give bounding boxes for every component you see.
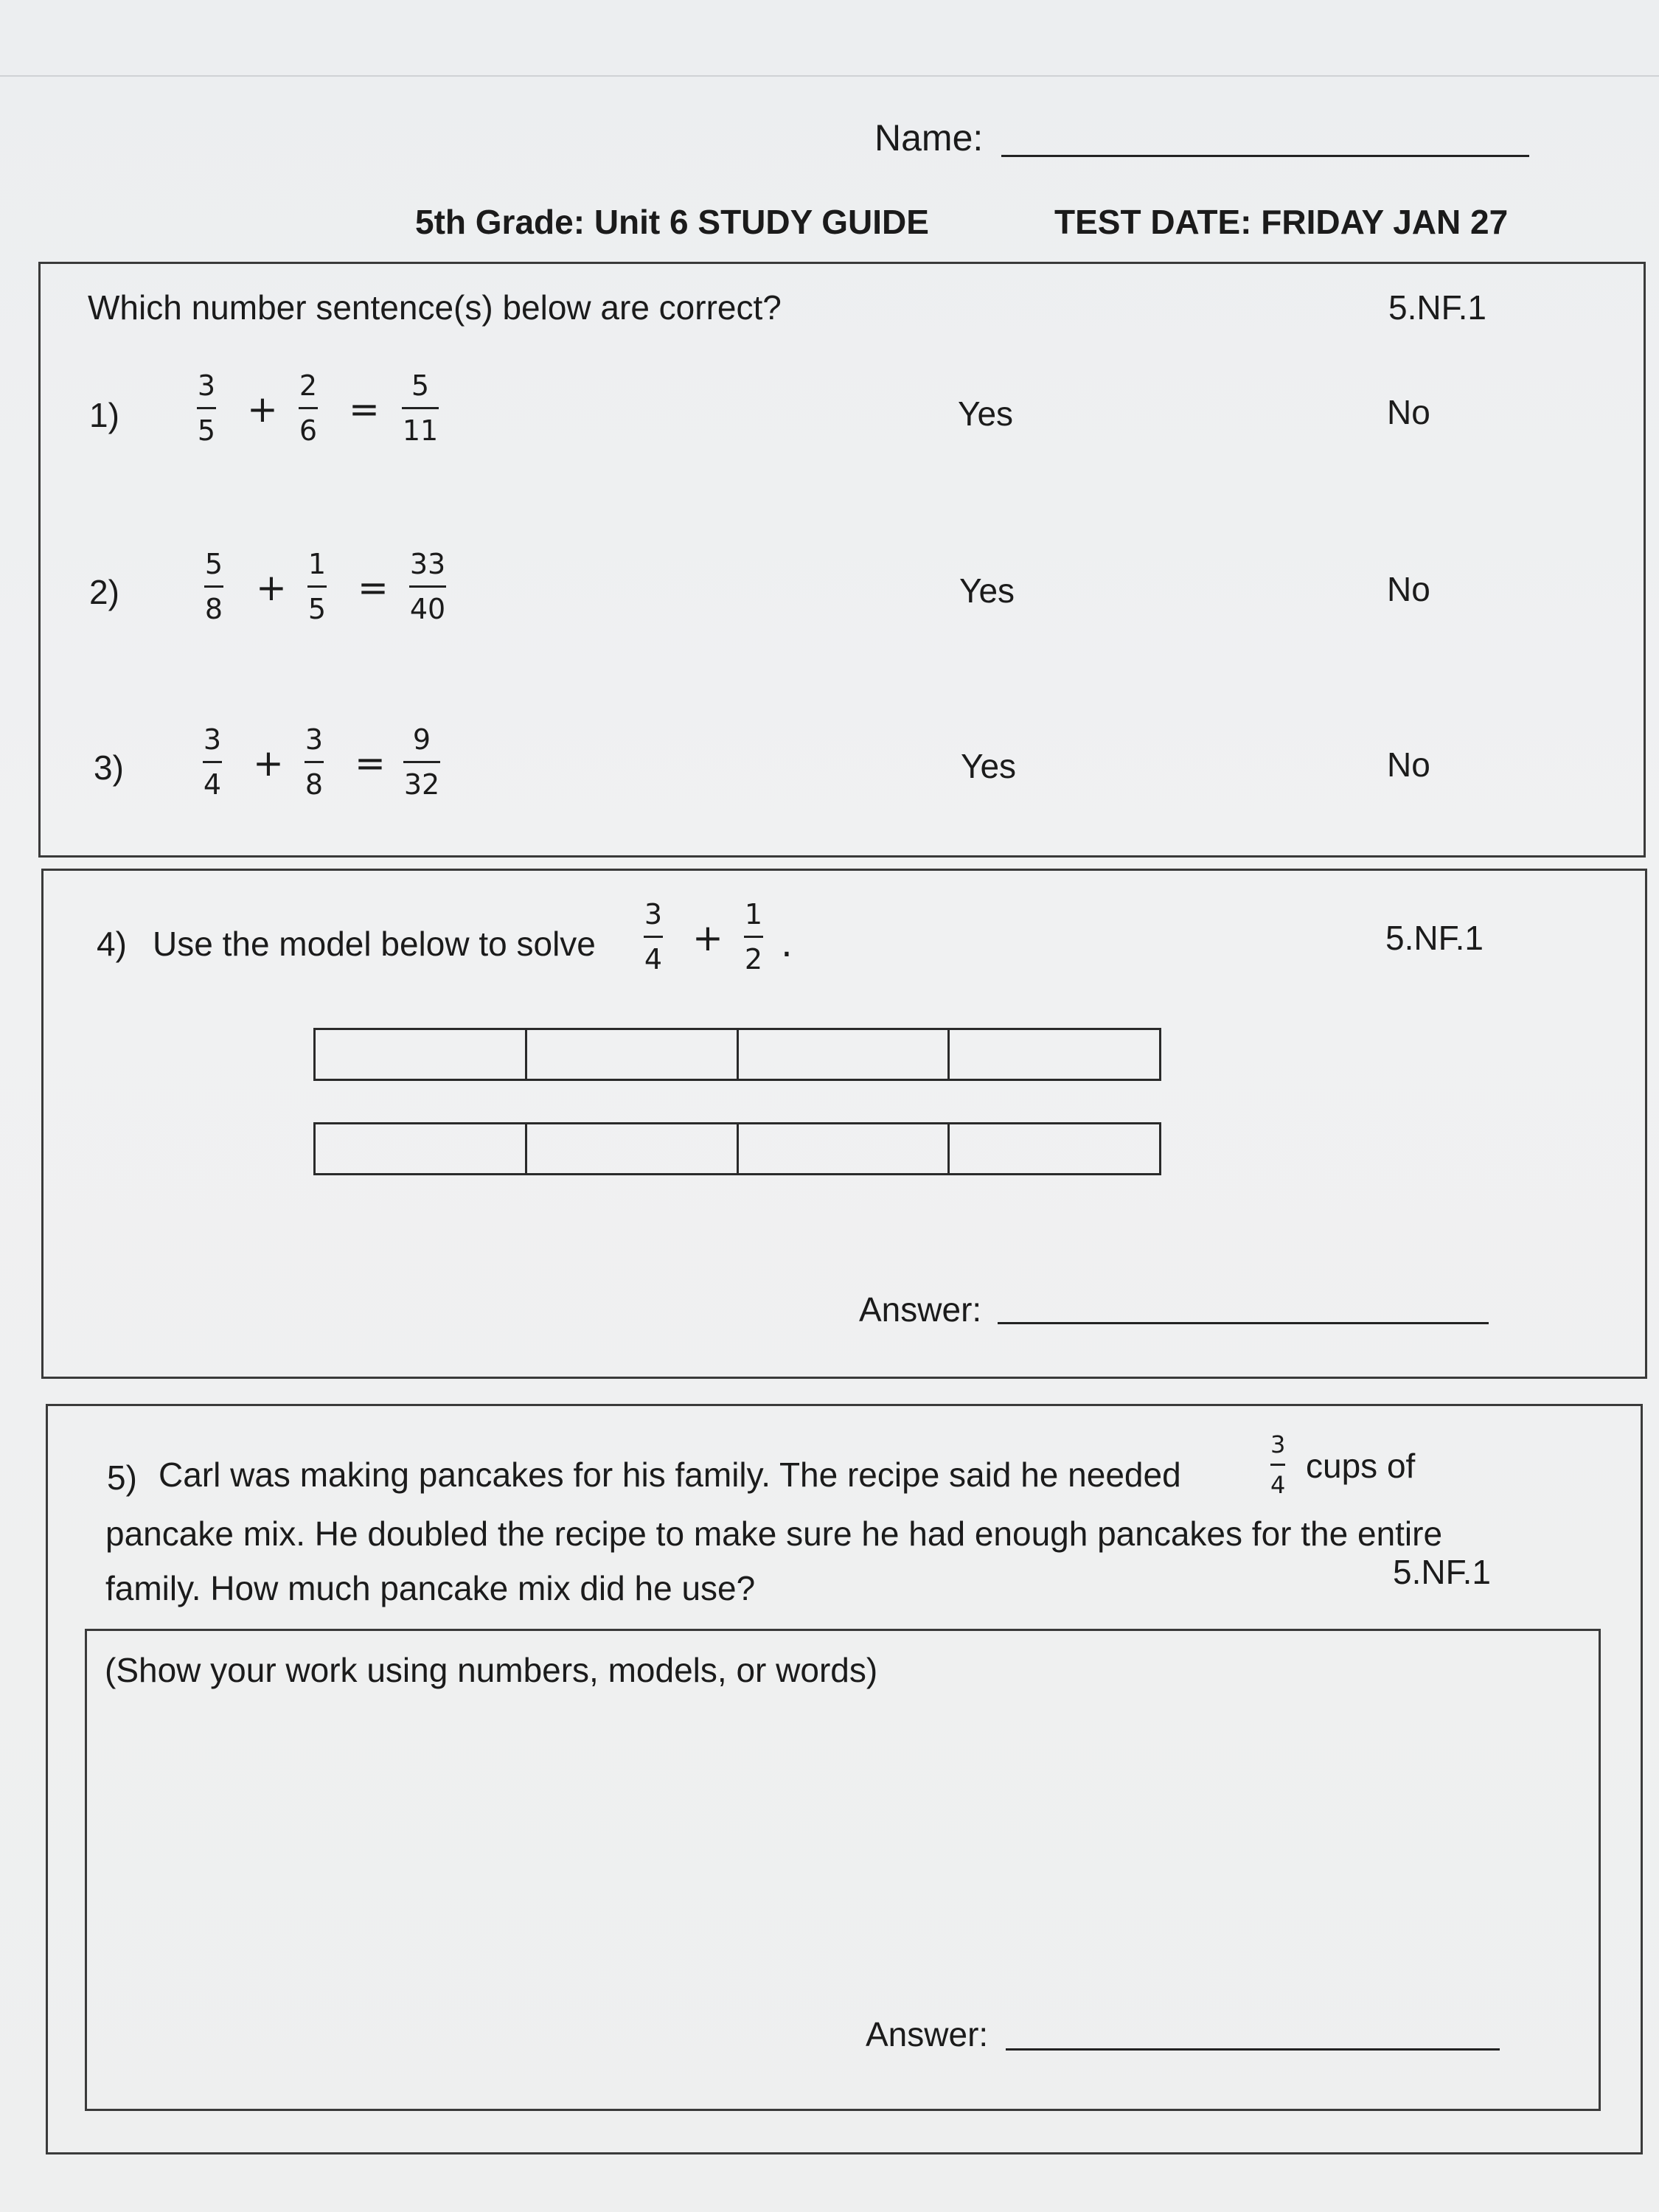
fraction-numerator: 2 bbox=[299, 369, 318, 402]
fraction-denominator: 11 bbox=[402, 414, 439, 447]
problem-4-answer-label: Answer: bbox=[859, 1290, 982, 1329]
fraction-denominator: 5 bbox=[197, 414, 216, 447]
problem-1-fraction-b bbox=[299, 369, 318, 447]
name-label: Name: bbox=[874, 117, 984, 159]
plus-sign: + bbox=[247, 388, 278, 431]
problem-5-text-line1-end: cups of bbox=[1306, 1447, 1416, 1485]
fraction-numerator: 9 bbox=[412, 723, 431, 756]
equals-sign: = bbox=[358, 566, 389, 609]
fraction-numerator: 5 bbox=[411, 369, 430, 402]
fraction-model-row-2 bbox=[313, 1122, 1161, 1175]
equals-sign: = bbox=[349, 388, 380, 431]
section1-standard: 5.NF.1 bbox=[1388, 288, 1486, 327]
plus-sign: + bbox=[253, 742, 284, 785]
model-cell[interactable] bbox=[739, 1030, 950, 1079]
problem-5-answer-line[interactable] bbox=[1006, 2048, 1500, 2051]
problem-2-no-option[interactable]: No bbox=[1387, 570, 1430, 608]
problem-3-fraction-a bbox=[203, 723, 222, 801]
test-date: TEST DATE: FRIDAY JAN 27 bbox=[1054, 203, 1509, 241]
fraction-denominator: 4 bbox=[644, 943, 663, 975]
problem-1-yes-option[interactable]: Yes bbox=[958, 394, 1014, 433]
problem-3-yes-option[interactable]: Yes bbox=[961, 747, 1017, 785]
problem-5-text-line2: pancake mix. He doubled the recipe to make sure he had enough pancakes for the entire bbox=[105, 1514, 1443, 1553]
fraction-numerator: 3 bbox=[644, 898, 663, 931]
fraction-denominator: 8 bbox=[204, 593, 223, 625]
section-word-problem bbox=[46, 1404, 1643, 2154]
fraction-denominator: 2 bbox=[744, 943, 763, 975]
problem-4-standard: 5.NF.1 bbox=[1385, 919, 1484, 957]
problem-5-fraction bbox=[1270, 1430, 1286, 1499]
problem-4-fraction-a bbox=[644, 900, 663, 973]
problem-3-no-option[interactable]: No bbox=[1387, 745, 1430, 784]
problem-2-fraction-b bbox=[307, 550, 327, 623]
model-cell[interactable] bbox=[950, 1124, 1159, 1173]
problem-5-standard: 5.NF.1 bbox=[1393, 1553, 1491, 1591]
problem-4-label: 4) bbox=[97, 925, 127, 963]
problem-5-answer-label: Answer: bbox=[866, 2015, 989, 2053]
model-cell[interactable] bbox=[316, 1030, 527, 1079]
work-area-box[interactable] bbox=[85, 1629, 1601, 2111]
problem-3-fraction-b bbox=[305, 723, 324, 801]
fraction-denominator: 4 bbox=[203, 768, 222, 801]
problem-4-prompt: Use the model below to solve bbox=[153, 925, 596, 963]
fraction-numerator: 3 bbox=[203, 723, 222, 756]
fraction-denominator: 40 bbox=[409, 593, 446, 625]
model-cell[interactable] bbox=[950, 1030, 1159, 1079]
problem-3-label: 3) bbox=[94, 748, 124, 787]
worksheet-title: 5th Grade: Unit 6 STUDY GUIDE bbox=[415, 203, 929, 241]
fraction-numerator: 3 bbox=[197, 369, 216, 402]
name-blank-line bbox=[1001, 155, 1529, 157]
section1-prompt: Which number sentence(s) below are correct? bbox=[88, 288, 782, 327]
equals-sign: = bbox=[355, 742, 386, 785]
problem-1-fraction-result bbox=[402, 369, 439, 447]
model-cell[interactable] bbox=[527, 1124, 739, 1173]
problem-5-text-line1: Carl was making pancakes for his family. The recipe said he needed bbox=[159, 1455, 1181, 1494]
fraction-numerator: 3 bbox=[305, 723, 324, 756]
problem-4-answer-line[interactable] bbox=[998, 1322, 1489, 1324]
problem-2-fraction-a bbox=[204, 550, 223, 623]
problem-1-no-option[interactable]: No bbox=[1387, 393, 1430, 431]
fraction-denominator: 6 bbox=[299, 414, 318, 447]
problem-5-text-line3: family. How much pancake mix did he use? bbox=[105, 1569, 756, 1607]
plus-sign: + bbox=[256, 566, 287, 609]
fraction-numerator: 1 bbox=[307, 548, 327, 580]
plus-sign: + bbox=[692, 917, 723, 959]
problem-4-fraction-b bbox=[744, 900, 763, 973]
fraction-denominator: 5 bbox=[307, 593, 327, 625]
fraction-numerator: 5 bbox=[204, 548, 223, 580]
section-number-sentences bbox=[38, 262, 1646, 858]
period: . bbox=[781, 922, 793, 965]
model-cell[interactable] bbox=[739, 1124, 950, 1173]
fraction-denominator: 32 bbox=[403, 768, 440, 801]
model-cell[interactable] bbox=[527, 1030, 739, 1079]
fraction-numerator: 33 bbox=[409, 548, 446, 580]
fraction-model-row-1 bbox=[313, 1028, 1161, 1081]
fraction-numerator: 3 bbox=[1270, 1430, 1286, 1458]
problem-2-yes-option[interactable]: Yes bbox=[959, 571, 1015, 610]
fraction-denominator: 4 bbox=[1270, 1471, 1286, 1499]
problem-2-fraction-result bbox=[409, 550, 446, 623]
problem-1-label: 1) bbox=[89, 396, 119, 434]
problem-2-label: 2) bbox=[89, 573, 119, 611]
model-cell[interactable] bbox=[316, 1124, 527, 1173]
fraction-numerator: 1 bbox=[744, 898, 763, 931]
problem-5-label: 5) bbox=[107, 1458, 137, 1497]
problem-3-fraction-result bbox=[403, 723, 440, 801]
work-area-prompt: (Show your work using numbers, models, or words) bbox=[105, 1651, 878, 1689]
problem-1-fraction-a bbox=[197, 369, 216, 447]
page-fold-line bbox=[0, 75, 1659, 77]
fraction-denominator: 8 bbox=[305, 768, 324, 801]
